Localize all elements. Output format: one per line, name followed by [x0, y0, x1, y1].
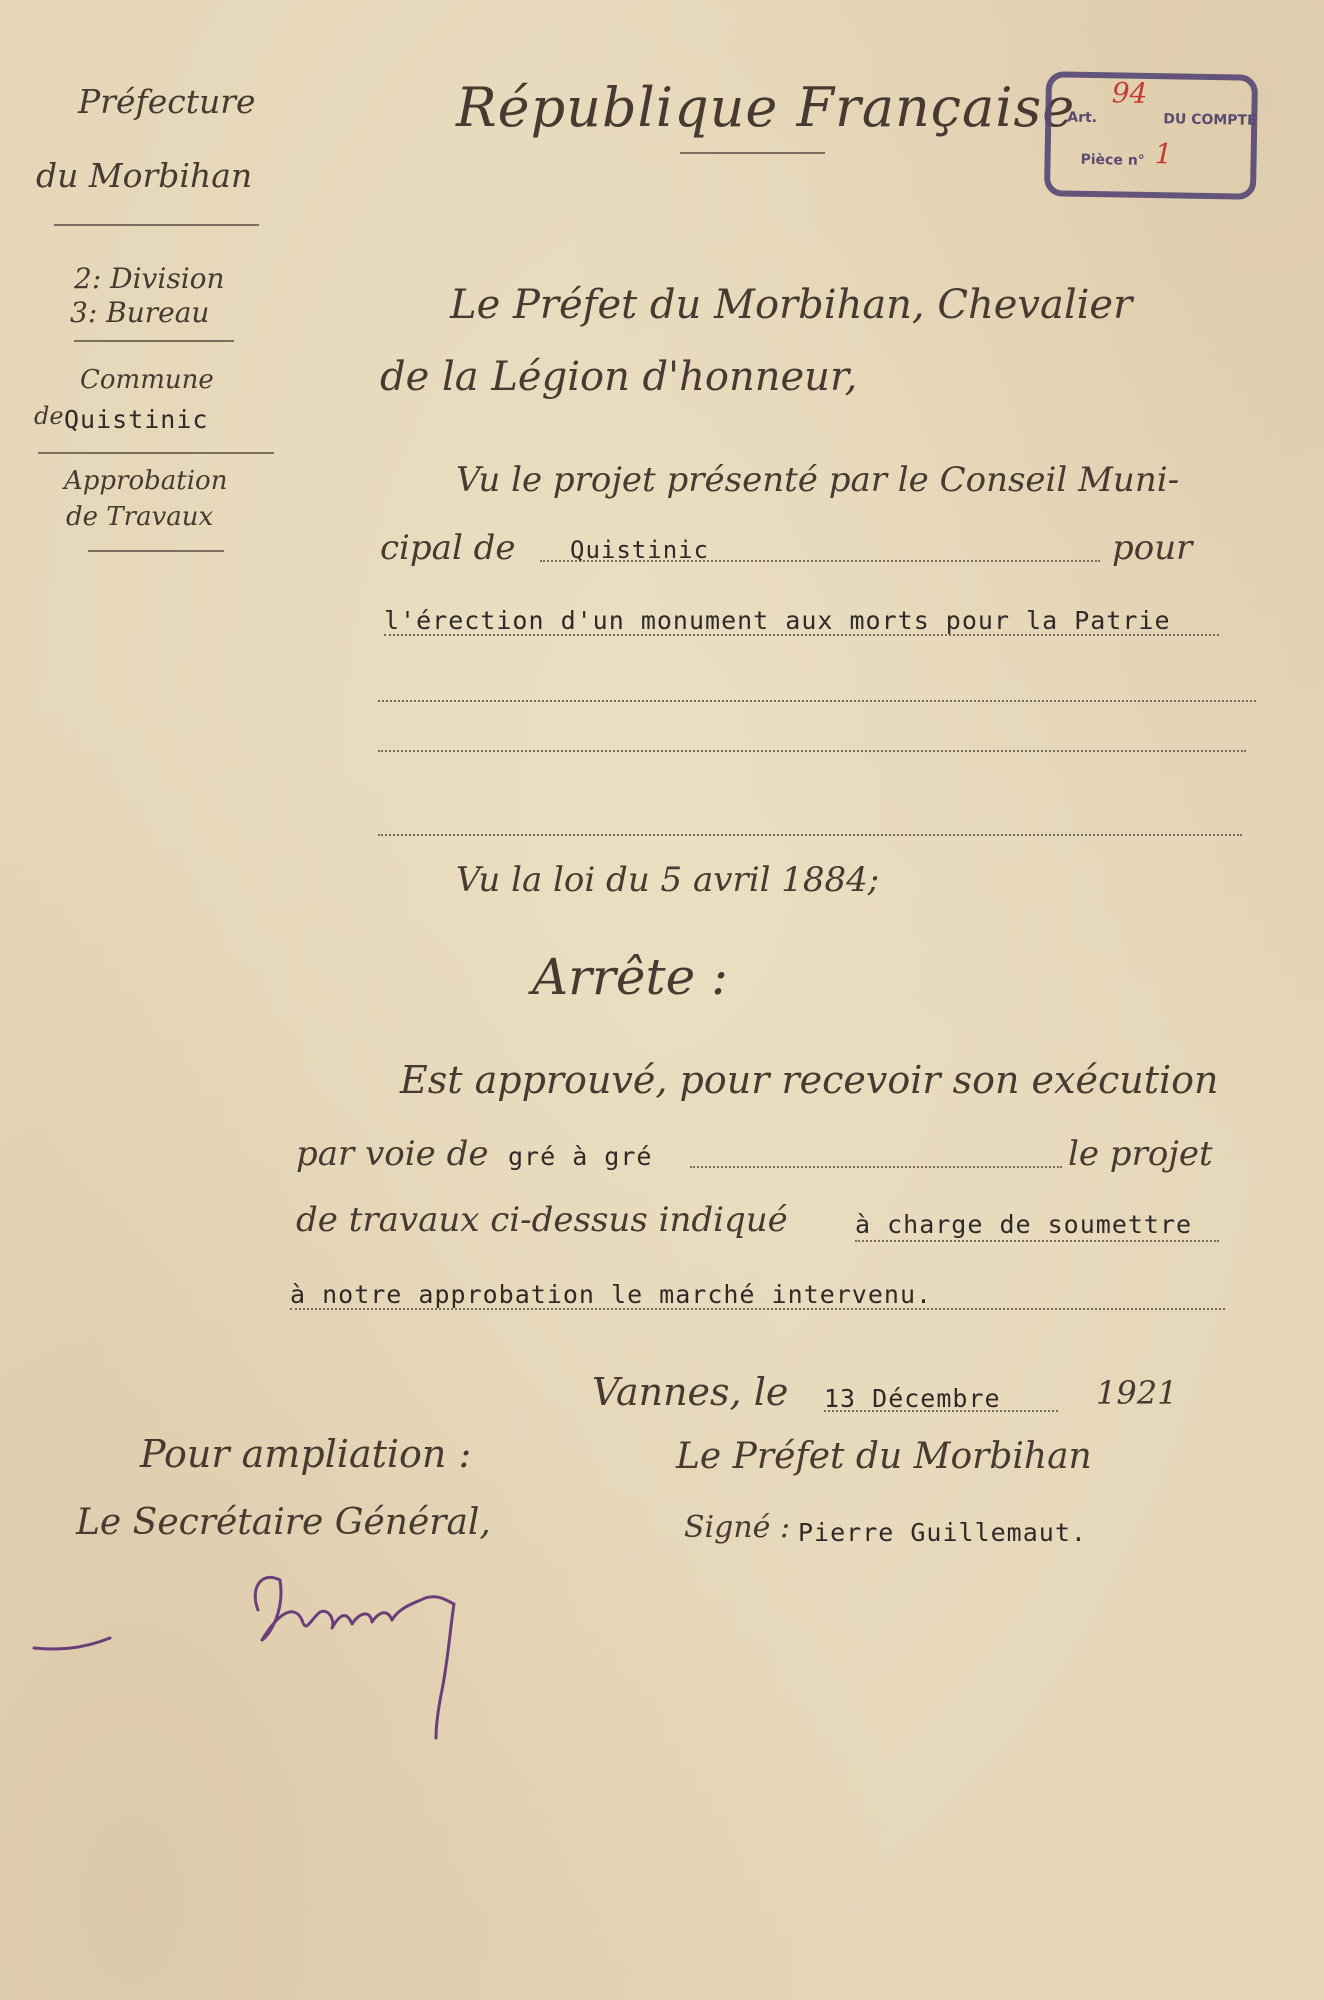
department-label: du Morbihan [36, 156, 253, 195]
prefect-title: Le Préfet du Morbihan [676, 1436, 1092, 1477]
vu-projet-suffix: pour [1112, 528, 1193, 568]
vu-projet-line-1: Vu le projet présenté par le Conseil Muni- [456, 460, 1180, 500]
violet-mark [30, 1630, 120, 1660]
commune-name: Quistinic [64, 405, 209, 434]
approval-dotted-line [290, 1308, 1225, 1310]
place-prefix: Vannes, le [592, 1370, 789, 1414]
signer-name: Pierre Guillemaut. [798, 1518, 1087, 1547]
stamp-compte-label: DU COMPTE [1163, 111, 1257, 129]
left-divider-3 [38, 452, 274, 454]
vu-projet-prefix: cipal de [380, 528, 516, 568]
date-dotted-line [824, 1410, 1058, 1412]
republic-title: République Française [456, 76, 1076, 139]
blank-dotted-line-3 [378, 834, 1242, 836]
bureau-label: 3: Bureau [70, 296, 210, 329]
commune-label: Commune [80, 365, 214, 395]
title-underline [680, 152, 825, 154]
left-divider-4 [88, 550, 224, 552]
archive-stamp [1044, 71, 1258, 200]
signed-label: Signé : [684, 1510, 791, 1545]
secretary-signature [240, 1550, 500, 1750]
blank-dotted-line-1 [378, 700, 1256, 702]
subject-label-1: Approbation [64, 466, 228, 496]
approved-line-2-suffix: le projet [1068, 1134, 1213, 1174]
approved-line-3-typed: à charge de soumettre [855, 1210, 1193, 1239]
vu-loi-line: Vu la loi du 5 avril 1884; [456, 860, 880, 900]
approved-line-3-prefix: de travaux ci-dessus indiqué [296, 1200, 788, 1240]
purpose-dotted-line [384, 634, 1219, 636]
approved-line-4-typed: à notre approbation le marché intervenu. [290, 1280, 933, 1309]
arrete-heading: Arrête : [532, 948, 728, 1006]
vu-projet-commune: Quistinic [570, 536, 710, 564]
prefect-line-1: Le Préfet du Morbihan, Chevalier [450, 282, 1133, 328]
mode-dotted-line [690, 1166, 1062, 1168]
approved-mode-typed: gré à gré [508, 1142, 653, 1171]
stamp-number: 94 [1111, 76, 1148, 110]
date-typed: 13 Décembre [824, 1384, 1001, 1413]
charge-dotted-line [855, 1240, 1219, 1242]
approved-line-1: Est approuvé, pour recevoir son exécution [400, 1058, 1219, 1102]
year-text: 1921 [1096, 1374, 1178, 1412]
stamp-art-label: Art. [1067, 109, 1098, 127]
stamp-piece-label: Pièce n° [1080, 151, 1145, 169]
approved-line-2-prefix: par voie de [296, 1134, 489, 1174]
prefecture-label: Préfecture [78, 82, 256, 121]
ampliation-label: Pour ampliation : [140, 1432, 472, 1476]
blank-dotted-line-2 [378, 750, 1246, 752]
secretary-label: Le Secrétaire Général, [76, 1502, 491, 1543]
subject-label-2: de Travaux [66, 502, 214, 532]
commune-prefix: de [34, 402, 64, 430]
division-label: 2: Division [74, 262, 225, 295]
prefect-line-2: de la Légion d'honneur, [380, 354, 858, 400]
stamp-piece-number: 1 [1154, 137, 1173, 171]
left-divider-1 [54, 224, 259, 226]
purpose-text: l'érection d'un monument aux morts pour la Patrie [384, 606, 1171, 635]
left-divider-2 [74, 340, 234, 342]
